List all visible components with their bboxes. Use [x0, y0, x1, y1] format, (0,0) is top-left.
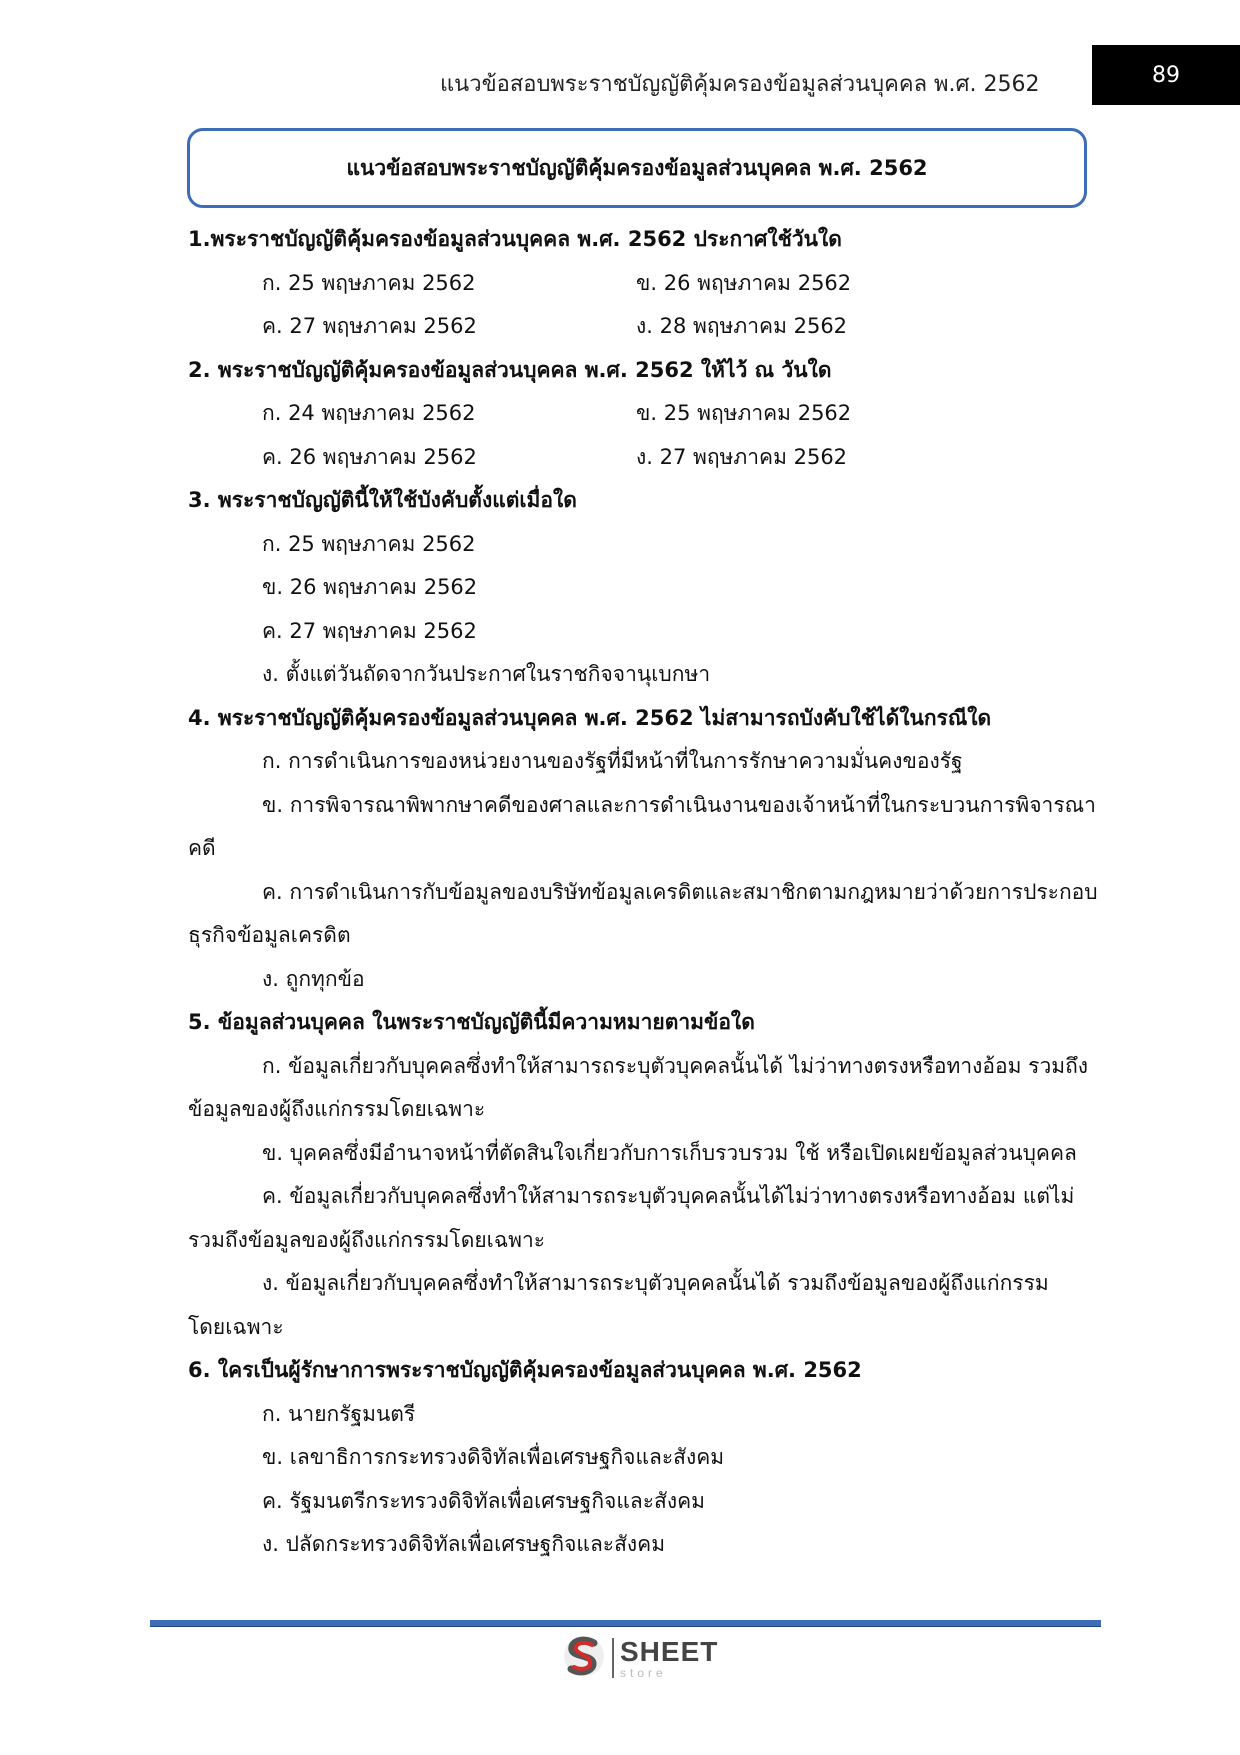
q2-option-b: ข. 25 พฤษภาคม 2562	[636, 401, 852, 425]
q6-option-d: ง. ปลัดกระทรวงดิจิทัลเพื่อเศรษฐกิจและสังคม	[262, 1532, 666, 1556]
q3-option-d: ง. ตั้งแต่วันถัดจากวันประกาศในราชกิจจานุเบกษา	[262, 662, 711, 686]
q1-option-a: ก. 25 พฤษภาคม 2562	[262, 270, 476, 295]
q1-option-c: ค. 27 พฤษภาคม 2562	[262, 314, 477, 338]
q4-option-c: ค. การดำเนินการกับข้อมูลของบริษัทข้อมูลเครดิตและสมาชิกตามกฎหมายว่าด้วยการประกอบ	[262, 879, 1098, 904]
q2-option-c: ค. 26 พฤษภาคม 2562	[262, 444, 477, 469]
question-2: 2. พระราชบัญญัติคุ้มครองข้อมูลส่วนบุคคล พ.ศ. 2562 ให้ไว้ ณ วันใด	[188, 357, 832, 382]
q2-options-row-2	[188, 436, 1088, 480]
running-header: แนวข้อสอบพระราชบัญญัติคุ้มครองข้อมูลส่วนบุคคล พ.ศ. 2562	[440, 72, 1040, 97]
q1-options-row-1	[188, 262, 1088, 306]
question-list	[188, 218, 1098, 1567]
logo-wordmark	[620, 1635, 719, 1680]
q5-option-a: ก. ข้อมูลเกี่ยวกับบุคคลซึ่งทำให้สามารถระบุตัวบุคคลนั้นได้ ไม่ว่าทางตรงหรือทางอ้อม รวมถึง	[262, 1053, 1089, 1078]
logo-divider	[612, 1638, 614, 1678]
q3-option-c: ค. 27 พฤษภาคม 2562	[262, 618, 477, 643]
q3-option-a: ก. 25 พฤษภาคม 2562	[262, 531, 476, 556]
q6-option-b: ข. เลขาธิการกระทรวงดิจิทัลเพื่อเศรษฐกิจและสังคม	[262, 1445, 725, 1469]
q4-option-c-continued: ธุรกิจข้อมูลเครดิต	[188, 923, 351, 947]
q5-option-c: ค. ข้อมูลเกี่ยวกับบุคคลซึ่งทำให้สามารถระบุตัวบุคคลนั้นได้ไม่ว่าทางตรงหรือทางอ้อม แต่ไม่	[262, 1184, 1075, 1208]
sheet-store-logo-icon	[562, 1633, 606, 1683]
q4-option-d: ง. ถูกทุกข้อ	[262, 966, 365, 991]
question-4: 4. พระราชบัญญัติคุ้มครองข้อมูลส่วนบุคคล พ.ศ. 2562 ไม่สามารถบังคับใช้ได้ในกรณีใด	[188, 705, 992, 730]
question-3: 3. พระราชบัญญัตินี้ให้ใช้บังคับตั้งแต่เมื่อใด	[188, 488, 577, 512]
q2-option-a: ก. 24 พฤษภาคม 2562	[262, 401, 476, 425]
q1-options-row-2	[188, 305, 1088, 349]
q4-option-a: ก. การดำเนินการของหน่วยงานของรัฐที่มีหน้าที่ในการรักษาความมั่นคงของรัฐ	[262, 749, 963, 773]
q2-options-row-1	[188, 392, 1088, 436]
q4-option-b-continued: คดี	[188, 836, 216, 860]
logo-brand: SHEET	[620, 1635, 719, 1667]
q6-option-c: ค. รัฐมนตรีกระทรวงดิจิทัลเพื่อเศรษฐกิจและสังคม	[262, 1488, 705, 1513]
question-1: 1.พระราชบัญญัติคุ้มครองข้อมูลส่วนบุคคล พ.ศ. 2562 ประกาศใช้วันใด	[188, 227, 842, 251]
logo-brand-sub: store	[620, 1665, 667, 1680]
q5-option-d-continued: โดยเฉพาะ	[188, 1314, 284, 1339]
q1-option-d: ง. 28 พฤษภาคม 2562	[636, 314, 848, 338]
q2-option-d: ง. 27 พฤษภาคม 2562	[636, 444, 848, 469]
sheet-store-logo	[562, 1633, 718, 1683]
q1-option-b: ข. 26 พฤษภาคม 2562	[636, 270, 852, 295]
q4-option-b: ข. การพิจารณาพิพากษาคดีของศาลและการดำเนินงานของเจ้าหน้าที่ในกระบวนการพิจารณา	[262, 792, 1096, 817]
page-number: 89	[1092, 45, 1240, 105]
page-title: แนวข้อสอบพระราชบัญญัติคุ้มครองข้อมูลส่วนบุคคล พ.ศ. 2562	[346, 155, 928, 180]
q5-option-c-continued: รวมถึงข้อมูลของผู้ถึงแก่กรรมโดยเฉพาะ	[188, 1227, 546, 1252]
question-5: 5. ข้อมูลส่วนบุคคล ในพระราชบัญญัตินี้มีความหมายตามข้อใด	[188, 1010, 755, 1034]
q5-option-b: ข. บุคคลซึ่งมีอำนาจหน้าที่ตัดสินใจเกี่ยวกับการเก็บรวบรวม ใช้ หรือเปิดเผยข้อมูลส่วนบุคคล	[262, 1140, 1077, 1165]
q5-option-d: ง. ข้อมูลเกี่ยวกับบุคคลซึ่งทำให้สามารถระบุตัวบุคคลนั้นได้ รวมถึงข้อมูลของผู้ถึงแก่กรรม	[262, 1271, 1049, 1295]
q5-option-a-continued: ข้อมูลของผู้ถึงแก่กรรมโดยเฉพาะ	[188, 1097, 486, 1121]
q3-option-b: ข. 26 พฤษภาคม 2562	[262, 575, 478, 599]
q6-option-a: ก. นายกรัฐมนตรี	[262, 1401, 416, 1426]
title-box	[187, 128, 1087, 208]
footer-divider	[150, 1620, 1101, 1627]
question-6: 6. ใครเป็นผู้รักษาการพระราชบัญญัติคุ้มครองข้อมูลส่วนบุคคล พ.ศ. 2562	[188, 1358, 862, 1382]
